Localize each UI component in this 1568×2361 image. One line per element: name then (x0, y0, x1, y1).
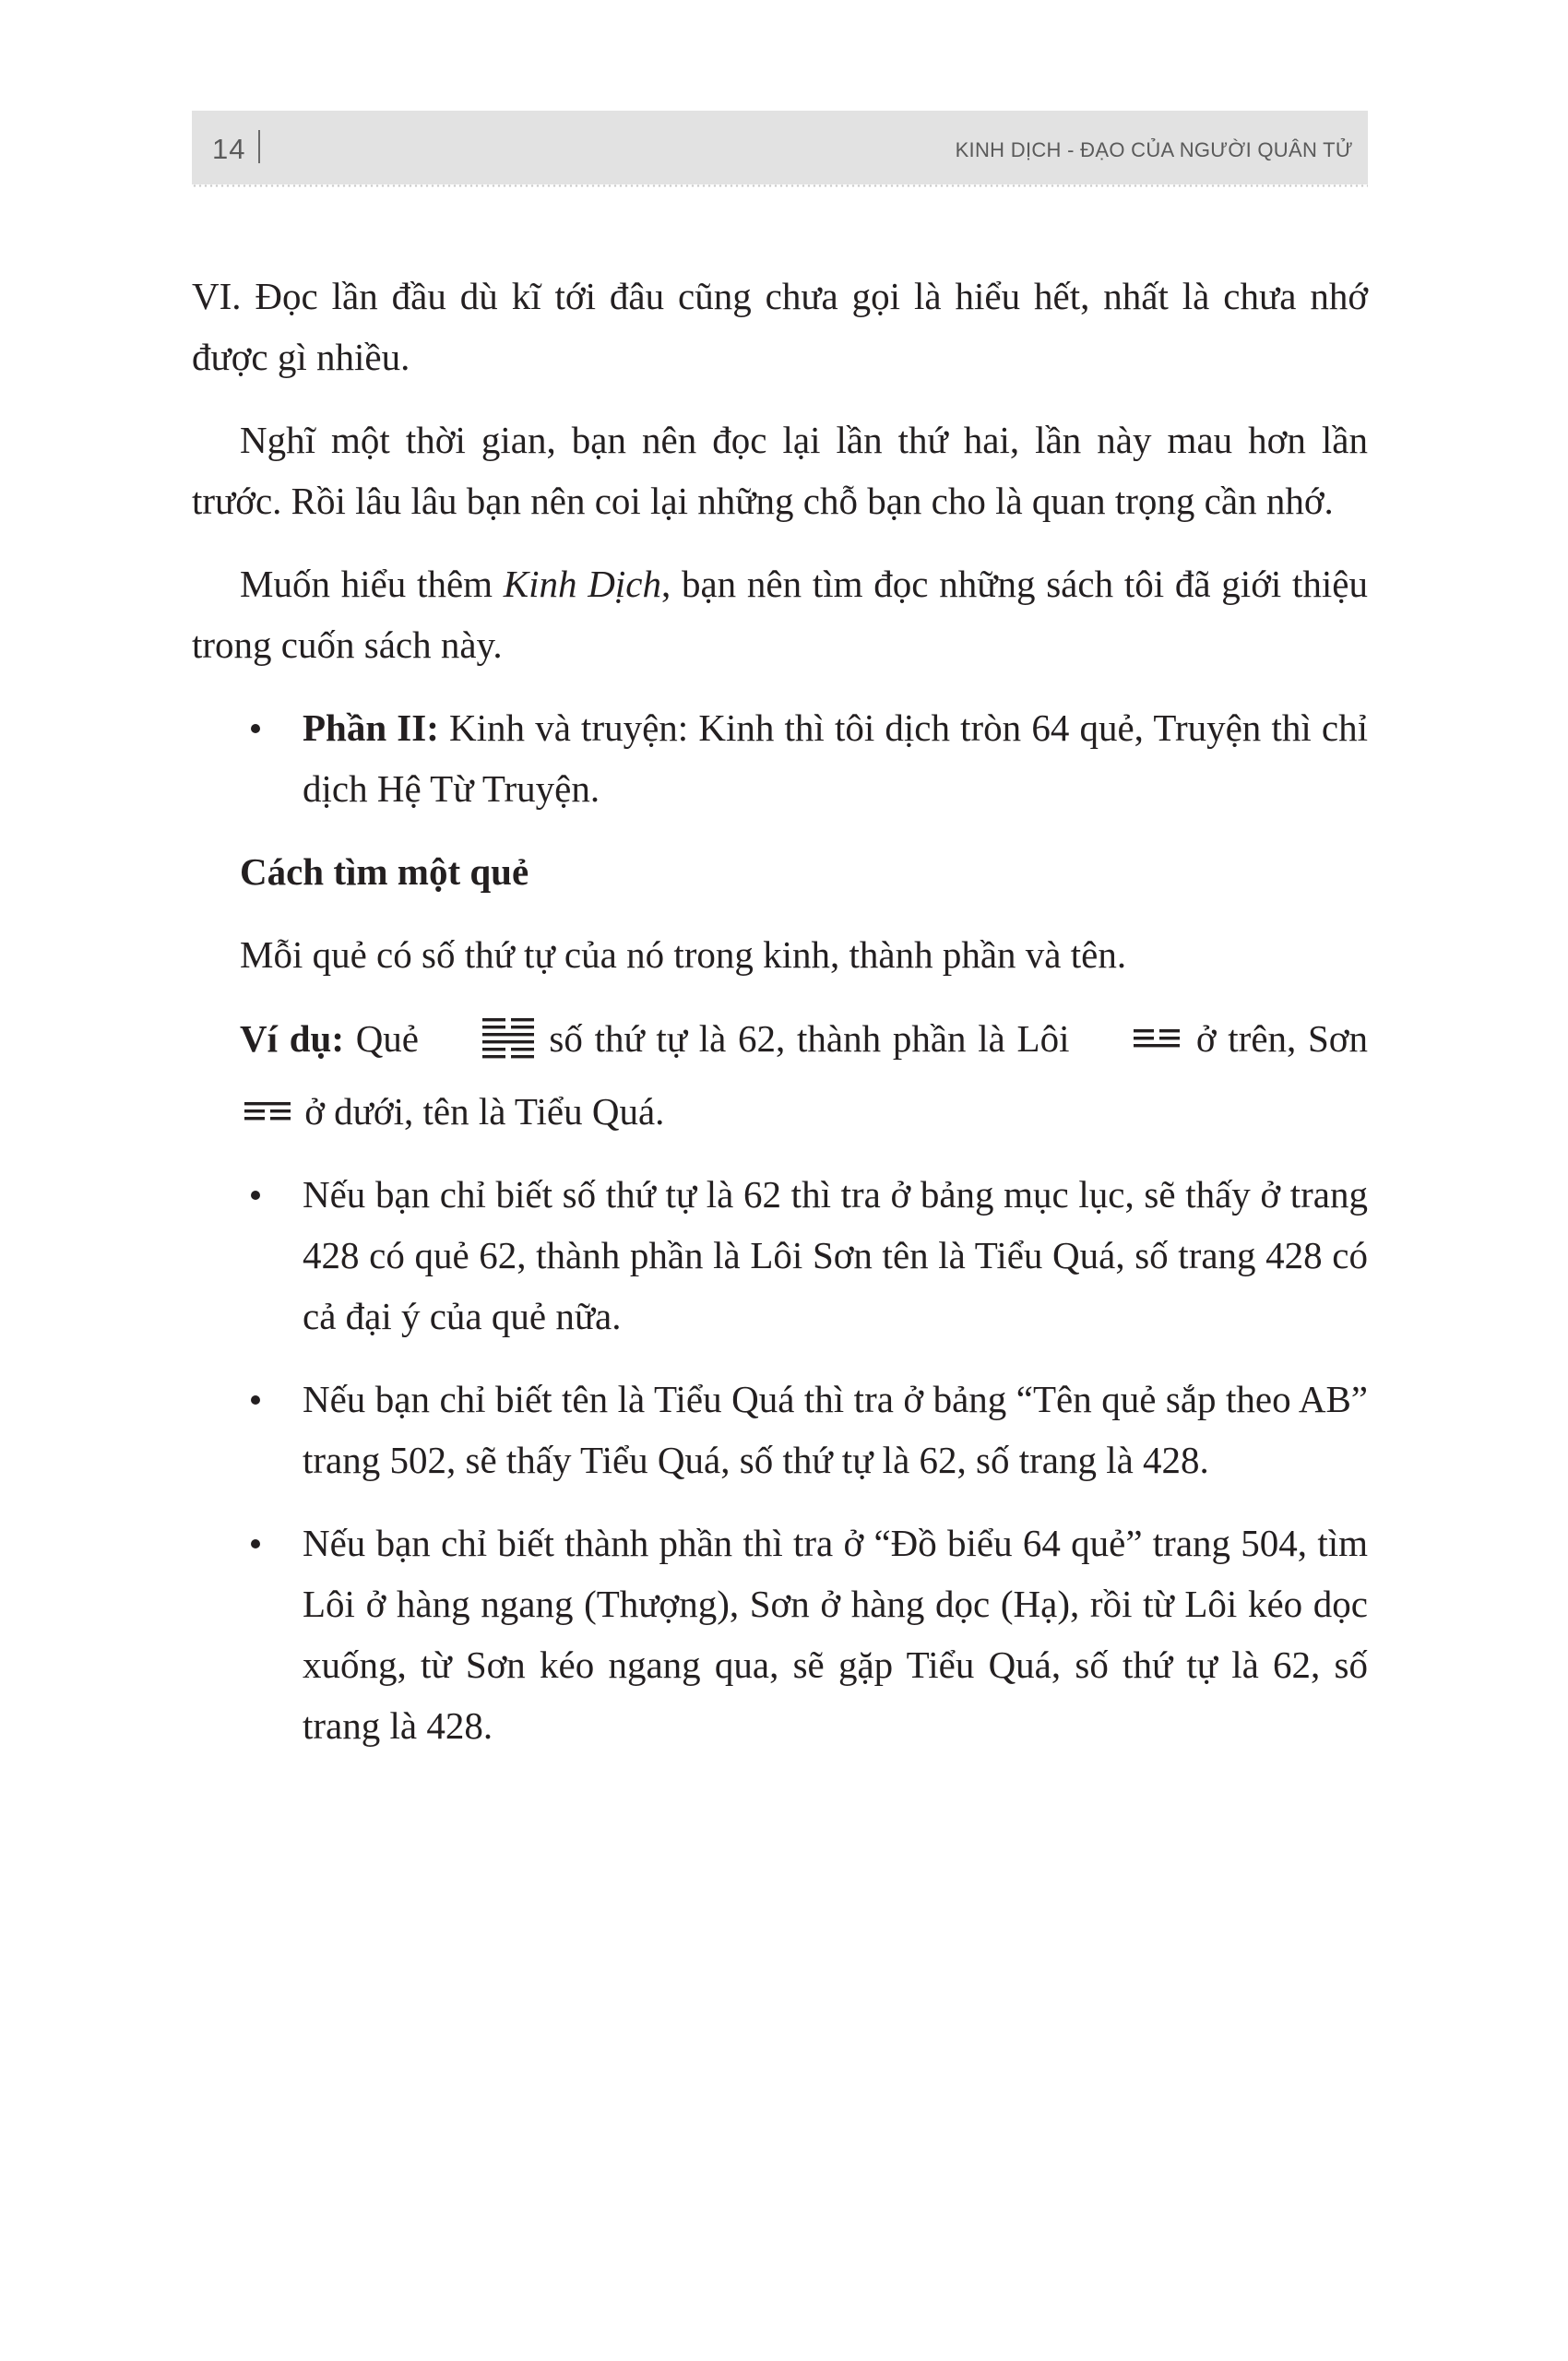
bullet-item-part-two (192, 697, 1368, 819)
paragraph-3 (192, 553, 1368, 675)
example-label: Ví dụ: (240, 1017, 344, 1060)
running-title: KINH DỊCH - ĐẠO CỦA NGƯỜI QUÂN TỬ (955, 138, 1353, 161)
section-heading: Cách tìm một quẻ (240, 850, 529, 893)
paragraph-4: Mỗi quẻ có số thứ tự của nó trong kinh, thành phần và tên. (240, 933, 1127, 976)
example-text-1: Quẻ (343, 1017, 431, 1060)
bullet-item-by-components: Nếu bạn chỉ biết thành phần thì tra ở “Đồ biểu 64 quẻ” trang 504, tìm Lôi ở hàng ngang (Thượng), Sơn ở hàng dọc (Hạ), rồi từ Lôi kéo dọc xuống, từ Sơn kéo ngang qua, sẽ gặp Tiểu Quá, số thứ tự là 62, số trang là 428. (192, 1513, 1368, 1756)
example-text-3: ở trên, Sơn (1184, 1017, 1368, 1060)
header-separator (258, 130, 260, 163)
paragraph-1: VI. Đọc lần đầu dù kĩ tới đâu cũng chưa gọi là hiểu hết, nhất là chưa nhớ được gì nhiều. (192, 275, 1368, 378)
example-text-4: ở dưới, tên là Tiểu Quá. (295, 1090, 665, 1133)
bullet-item-by-name: Nếu bạn chỉ biết tên là Tiểu Quá thì tra ở bảng “Tên quẻ sắp theo AB” trang 502, sẽ thấy Tiểu Quá, số thứ tự là 62, số trang là 428. (192, 1369, 1368, 1490)
running-header (192, 111, 1368, 184)
bullet-bold-label: Phần II: (303, 706, 439, 749)
mountain-trigram-icon (196, 1080, 291, 1141)
p3-text-after: , bạn nên tìm đọc những sách tôi đã giới thiệu trong cuốn sách này. (192, 563, 1368, 666)
bullet-item-by-number: Nếu bạn chỉ biết số thứ tự là 62 thì tra ở bảng mục lục, sẽ thấy ở trang 428 có quẻ 62, thành phần là Lôi Sơn tên là Tiểu Quá, số trang 428 có cả đại ý của quẻ nữa. (192, 1164, 1368, 1347)
example-text-2: số thứ tự là 62, thành phần là Lôi (537, 1017, 1082, 1060)
thunder-trigram-icon (1085, 1007, 1181, 1068)
header-dotted-border (192, 184, 1368, 187)
page-number: 14 (212, 133, 246, 165)
paragraph-2: Nghĩ một thời gian, bạn nên đọc lại lần thứ hai, lần này mau hơn lần trước. Rồi lâu lâu bạn nên coi lại những chỗ bạn cho là quan trọng cần nhớ. (192, 419, 1368, 522)
page-body (192, 266, 1368, 1778)
book-title-italic: Kinh Dịch (503, 563, 661, 605)
example-paragraph (192, 1007, 1368, 1142)
bullet-text: Kinh và truyện: Kinh thì tôi dịch tròn 64 quẻ, Truyện thì chỉ dịch Hệ Từ Truyện. (303, 706, 1368, 810)
hexagram-icon (433, 1016, 536, 1080)
p3-text-before: Muốn hiểu thêm (240, 563, 504, 605)
